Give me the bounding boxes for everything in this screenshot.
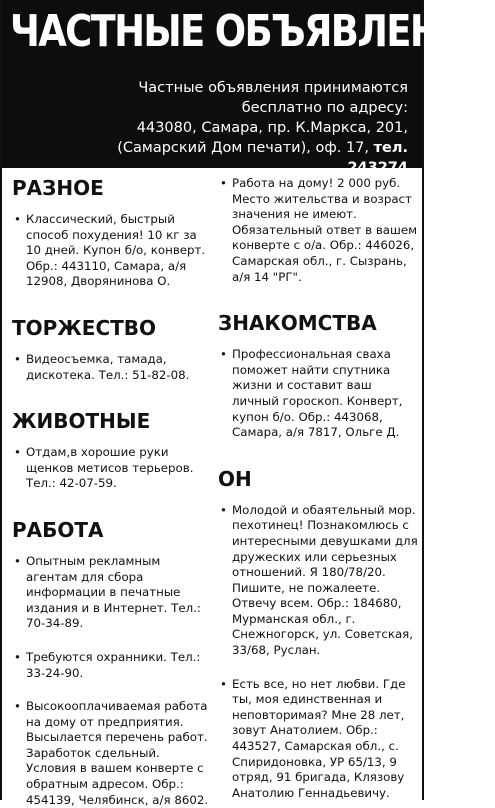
- ad-text: Видеосъемка, тамада, дискотека. Тел.: 51-82-08.: [26, 351, 190, 382]
- bullet-icon: •: [14, 699, 21, 714]
- page-title: ЧАСТНЫЕ ОБЪЯВЛЕНИЯ: [10, 6, 495, 57]
- bullet-icon: •: [220, 676, 227, 691]
- ad-item: [12, 699, 210, 808]
- bullet-icon: •: [14, 649, 21, 664]
- info-line: бесплатно по адресу:: [241, 100, 408, 116]
- ad-item: [12, 352, 210, 383]
- section-work-continued: [218, 176, 418, 285]
- address-office: (Самарский Дом печати), оф. 17,: [117, 140, 370, 156]
- ad-item: [218, 677, 418, 802]
- ad-item: [12, 212, 210, 290]
- ad-item: [12, 445, 210, 492]
- section-dating: [218, 311, 418, 441]
- ad-item: [12, 554, 210, 632]
- bullet-icon: •: [14, 553, 21, 568]
- info-line: Частные объявления принимаются: [138, 80, 408, 96]
- bullet-icon: •: [14, 445, 21, 460]
- bullet-icon: •: [220, 176, 227, 190]
- bullet-icon: •: [220, 347, 227, 362]
- ad-item: [218, 347, 418, 441]
- section-work: [12, 518, 210, 808]
- section-title: РАБОТА: [12, 517, 104, 542]
- info-line: [88, 138, 408, 178]
- ad-item: [12, 650, 210, 681]
- bullet-icon: •: [220, 502, 227, 517]
- info-line: 443080, Самара, пр. К.Маркса, 201,: [136, 120, 408, 136]
- section-misc: [12, 176, 210, 290]
- ad-text: Опытным рекламным агентам для сбора информации в печатные издания и в Интернет. Тел.: 70-34-89.: [26, 553, 201, 631]
- ad-text: Молодой и обаятельный мор. пехотинец! Познакомлюсь с интересными девушками для дружеских или серьезных отношений. Я 180/78/20. Пишите, не пожалеете. Отвечу всем. Обр.: 184680, Мурманская обл., г. Снежногорск, ул. Советская, 33/68, Руслан.: [232, 502, 418, 658]
- submission-info: [88, 78, 408, 178]
- ad-text: Работа на дому! 2 000 руб. Место жительства и возраст значения не имеют. Обязательный ответ в вашем конверте с о/а. Обр.: 446026, Самарская обл., г. Сызрань, а/я 14 "РГ".: [232, 176, 417, 284]
- section-title: ЖИВОТНЫЕ: [12, 409, 151, 434]
- ad-text: Отдам,в хорошие руки щенков метисов терьеров. Тел.: 42-07-59.: [26, 445, 194, 491]
- section-title: ЗНАКОМСТВА: [218, 311, 377, 336]
- ad-text: Требуются охранники. Тел.: 33-24-90.: [26, 649, 201, 680]
- section-animals: [12, 409, 210, 492]
- left-column: [12, 176, 210, 807]
- bullet-icon: •: [14, 212, 21, 226]
- ad-text: Профессиональная сваха поможет найти спутника жизни и составит ваш личный гороскоп. Конверт, купон б/о. Обр.: 443068, Самара, а/я 7817, Ольге Д.: [232, 347, 403, 440]
- ad-item: [218, 176, 418, 285]
- section-celebration: [12, 316, 210, 383]
- section-he: [218, 467, 418, 802]
- ad-text: Классический, быстрый способ похудения! 10 кг за 10 дней. Купон б/о, конверт. Обр.: 443110, Самара, а/я 12908, Дворянинова О.: [26, 212, 206, 289]
- bullet-icon: •: [14, 351, 21, 366]
- section-title: ТОРЖЕСТВО: [12, 315, 157, 340]
- phone-number: тел. 243274: [347, 140, 408, 176]
- ad-item: [218, 503, 418, 659]
- ad-text: Высокооплачиваемая работа на дому от предприятия. Высылается перечень работ. Заработок сдельный. Условия в вашем конверте с обратным адресом. Обр.: 454139, Челябинск, а/я 8602.: [26, 699, 209, 807]
- right-column: [218, 176, 418, 800]
- ad-text: Есть все, но нет любви. Где ты, моя единственная и неповторимая? Мне 28 лет, зовут Анатолием. Обр.: 443527, Самарская обл., с. Спиридоновка, УР 65/13, 9 отряд, 91 бригада, Клязову Анатолию Геннадьевичу.: [232, 676, 406, 800]
- header-banner: [2, 0, 495, 176]
- section-title: ОН: [218, 466, 252, 491]
- section-title: РАЗНОЕ: [12, 176, 104, 200]
